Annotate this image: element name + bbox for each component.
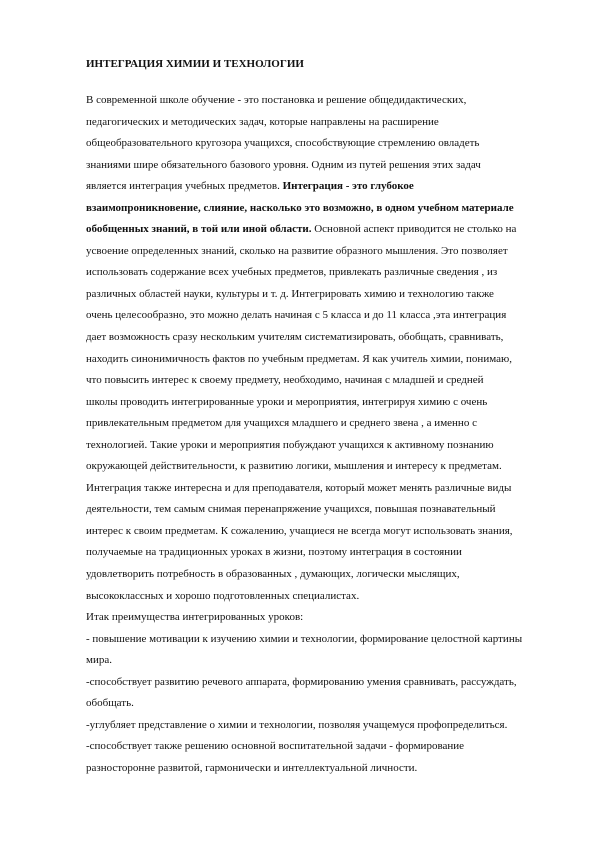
body-text-line bbox=[86, 521, 556, 543]
text-span: Интеграция также интересна и для преподавателя, который может менять различные виды bbox=[86, 481, 512, 494]
bold-text-span: обобщенных знаний, в той или иной области. bbox=[86, 223, 312, 236]
text-span: очень целесообразно, это можно делать начиная с 5 класса и до 11 класса ,эта интеграция bbox=[86, 309, 507, 322]
body-text-line bbox=[86, 90, 556, 112]
body-text-line bbox=[86, 219, 556, 241]
body-text-line bbox=[86, 499, 556, 521]
bold-text-span: Интеграция - это глубокое bbox=[282, 180, 414, 193]
text-span: -способствует развитию речевого аппарата, формированию умения сравнивать, рассуждать, bbox=[86, 675, 517, 688]
document-body bbox=[86, 90, 556, 780]
body-text-line bbox=[86, 693, 556, 715]
text-span: привлекательным предметом для учащихся младшего и среднего звена , а именно с bbox=[86, 417, 477, 430]
text-span: дает возможность сразу нескольким учителям систематизировать, обобщать, сравнивать, bbox=[86, 331, 504, 344]
body-text-line bbox=[86, 435, 556, 457]
text-span: знаниями шире обязательного базового уровня. Одним из путей решения этих задач bbox=[86, 158, 481, 171]
body-text-line bbox=[86, 133, 556, 155]
text-span: Основной аспект приводится не столько на bbox=[311, 223, 517, 236]
body-text-line bbox=[86, 564, 556, 586]
text-span: окружающей действительности, к развитию логики, мышления и интересу к предметам. bbox=[86, 460, 502, 473]
body-text-line bbox=[86, 349, 556, 371]
body-text-line bbox=[86, 715, 556, 737]
body-text-line bbox=[86, 241, 556, 263]
text-span: -способствует также решению основной воспитательной задачи - формирование bbox=[86, 740, 465, 753]
body-text-line bbox=[86, 672, 556, 694]
body-text-line bbox=[86, 478, 556, 500]
body-text-line bbox=[86, 284, 556, 306]
body-text-line bbox=[86, 607, 556, 629]
body-text-line bbox=[86, 392, 556, 414]
text-span: интерес к своим предметам. К сожалению, учащиеся не всегда могут использовать знания, bbox=[86, 524, 513, 537]
text-span: различных областей науки, культуры и т. д. Интегрировать химию и технологию также bbox=[86, 287, 494, 300]
text-span: что повысить интерес к своему предмету, необходимо, начиная с младшей и средней bbox=[86, 374, 484, 387]
text-span: Итак преимущества интегрированных уроков: bbox=[86, 611, 304, 624]
body-text-line bbox=[86, 327, 556, 349]
text-span: получаемые на традиционных уроках в жизни, поэтому интеграция в состоянии bbox=[86, 546, 462, 559]
body-text-line bbox=[86, 456, 556, 478]
body-text-line bbox=[86, 155, 556, 177]
text-span: В современной школе обучение - это постановка и решение общедидактических, bbox=[86, 94, 467, 106]
text-span: высококлассных и хорошо подготовленных специалистах. bbox=[86, 589, 360, 602]
text-span: мира. bbox=[86, 654, 112, 667]
body-text-line bbox=[86, 758, 556, 780]
body-text-line bbox=[86, 629, 556, 651]
text-span: технологией. Такие уроки и мероприятия побуждают учащихся к активному познанию bbox=[86, 438, 494, 451]
text-span: усвоение определенных знаний, сколько на развитие образного мышления. Это позволяет bbox=[86, 244, 508, 257]
body-text-line bbox=[86, 262, 556, 284]
body-text-line bbox=[86, 112, 556, 134]
text-span: находить синонимичность фактов по учебным предметам. Я как учитель химии, понимаю, bbox=[86, 352, 512, 365]
text-span: удовлетворить потребность в образованных , думающих, логически мыслящих, bbox=[86, 568, 460, 581]
text-span: школы проводить интегрированные уроки и мероприятия, интегрируя химию с очень bbox=[86, 395, 488, 408]
text-span: разносторонне развитой, гармонически и интеллектуальной личности. bbox=[86, 761, 418, 774]
text-span: обобщать. bbox=[86, 697, 134, 710]
body-text-line bbox=[86, 198, 556, 220]
body-text-line bbox=[86, 586, 556, 608]
document-title: ИНТЕГРАЦИЯ ХИМИИ И ТЕХНОЛОГИИ bbox=[86, 58, 304, 70]
body-text-line bbox=[86, 413, 556, 435]
text-span: общеобразовательного кругозора учащихся, способствующие стремлению овладеть bbox=[86, 137, 480, 150]
text-span: использовать содержание всех учебных предметов, привлекать различные сведения , из bbox=[86, 266, 498, 279]
body-text-line bbox=[86, 176, 556, 198]
text-span: педагогических и методических задач, которые направлены на расширение bbox=[86, 115, 439, 128]
text-span: деятельности, тем самым снимая перенапряжение учащихся, повышая познавательный bbox=[86, 503, 496, 516]
text-span: -углубляет представление о химии и технологии, позволяя учащемуся профопределиться. bbox=[86, 718, 508, 731]
body-text-line bbox=[86, 305, 556, 327]
body-text-line bbox=[86, 542, 556, 564]
body-text-line bbox=[86, 650, 556, 672]
text-span: является интеграция учебных предметов. bbox=[86, 180, 283, 193]
text-span: - повышение мотивации к изучению химии и технологии, формирование целостной картины bbox=[86, 632, 523, 645]
body-text-line bbox=[86, 736, 556, 758]
body-text-line bbox=[86, 370, 556, 392]
bold-text-span: взаимопроникновение, слияние, насколько это возможно, в одном учебном материале bbox=[86, 201, 514, 214]
